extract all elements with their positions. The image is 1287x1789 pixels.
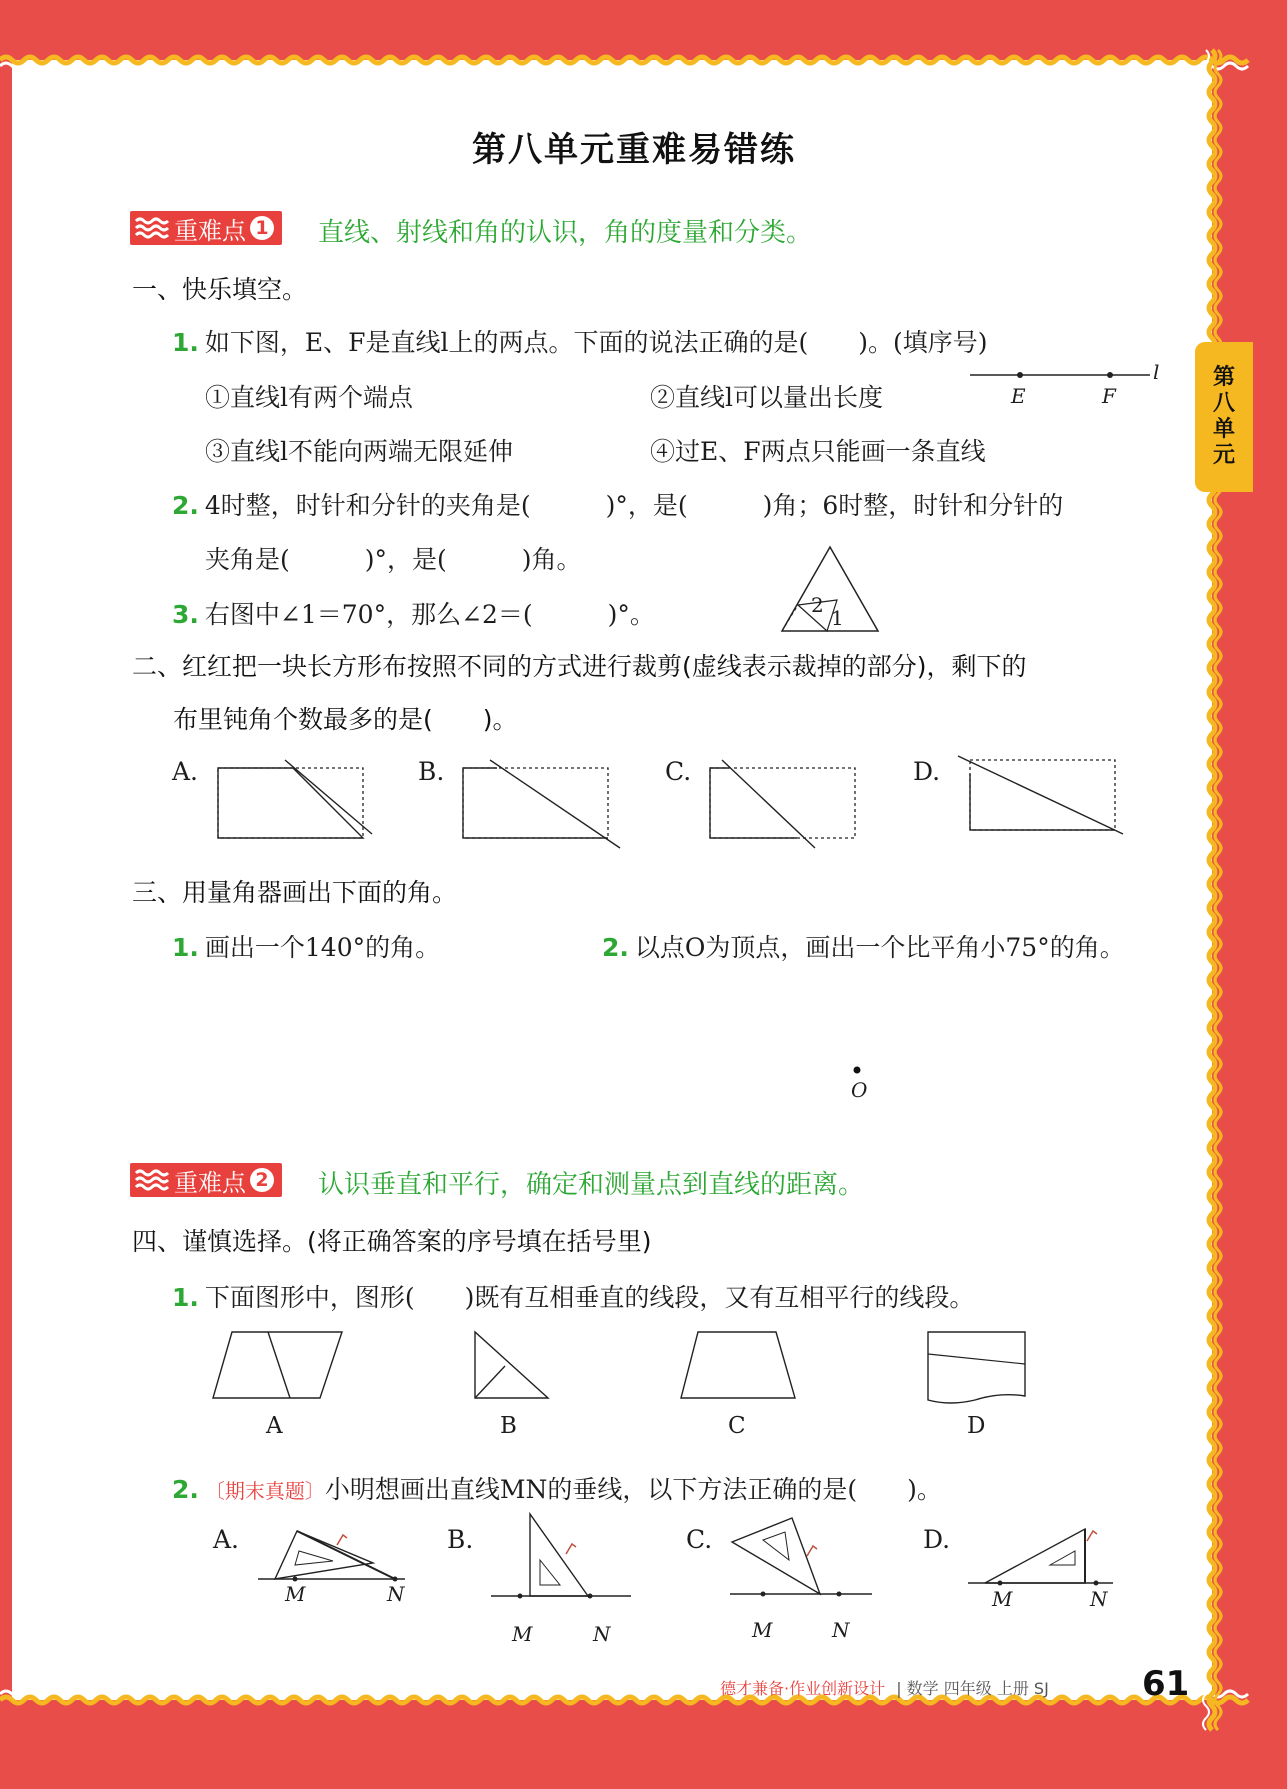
footer [720, 1676, 1049, 1699]
cut-figure-a [215, 752, 375, 842]
question-text: 小明想画出直线MN的垂线，以下方法正确的是( )。 [324, 1475, 942, 1504]
point-n-label: N [832, 1618, 850, 1642]
wavy-border-line [1203, 50, 1209, 1730]
question-text: 4时整，时针和分针的夹角是( )°，是( )角；6时整，时针和分针的 [204, 491, 1064, 520]
key-point-number: 2 [250, 1168, 274, 1192]
question-number: 2. [172, 491, 199, 520]
point-m-label: M [992, 1587, 1013, 1611]
shape-b-triangle [472, 1330, 552, 1402]
question-4-2 [172, 1470, 942, 1506]
set-square-figure-d [965, 1515, 1125, 1595]
cut-option-d-label: D. [913, 757, 941, 786]
side-tab-char: 元 [1212, 443, 1235, 468]
option-4: ④过E、F两点只能画一条直线 [650, 437, 986, 466]
wavy-border-line [1215, 50, 1221, 1730]
question-4-1 [172, 1278, 974, 1314]
question-1-1 [172, 323, 988, 359]
question-1-2 [172, 486, 1063, 522]
question-number: 1. [172, 933, 199, 962]
cut-figure-b [460, 752, 630, 852]
question-1-3 [172, 595, 655, 631]
option-3: ③直线l不能向两端无限延伸 [205, 437, 513, 466]
shape-d-rectangle [925, 1330, 1030, 1406]
point-f-label: F [1102, 384, 1116, 408]
question-text: 画出一个140°的角。 [204, 933, 441, 962]
side-tab-char: 八 [1212, 391, 1235, 416]
key-point-label: 重难点 [174, 1168, 246, 1197]
unit-side-tab [1195, 342, 1253, 492]
question-number: 1. [172, 328, 199, 357]
footer-brand: 德才兼备·作业创新设计 [720, 1679, 886, 1698]
waves-icon [134, 215, 168, 241]
side-tab-char: 单 [1212, 417, 1235, 442]
question-3-1 [172, 928, 440, 964]
section-2-line1: 二、红红把一块长方形布按照不同的方式进行裁剪(虚线表示裁掉的部分)，剩下的 [132, 652, 1027, 681]
cut-option-a-label: A. [172, 757, 199, 786]
question-text: 以点O为顶点，画出一个比平角小75°的角。 [634, 933, 1125, 962]
section-heading: 四、谨慎选择。(将正确答案的序号填在括号里) [132, 1227, 652, 1256]
option-c-label: C. [686, 1525, 713, 1554]
question-1-2-cont: 夹角是( )°，是( )角。 [205, 545, 582, 574]
page-title: 第八单元重难易错练 [472, 130, 796, 170]
set-square-figure-b [488, 1510, 638, 1610]
angle-2-label: 2 [811, 593, 824, 617]
page-number: 61 [1142, 1664, 1190, 1704]
point-n-label: N [1090, 1587, 1108, 1611]
cut-figure-c [707, 752, 867, 852]
question-text: 右图中∠1＝70°，那么∠2＝( )°。 [204, 600, 655, 629]
footer-divider: | [896, 1679, 902, 1698]
key-point-text: 认识垂直和平行，确定和测量点到直线的距离。 [318, 1170, 865, 1200]
question-number: 2. [172, 1475, 199, 1504]
question-text: 如下图，E、F是直线l上的两点。下面的说法正确的是( )。(填序号) [204, 328, 988, 357]
exam-tag: 〔期末真题〕 [204, 1479, 325, 1503]
cut-option-c-label: C. [665, 757, 692, 786]
option-1: ①直线l有两个端点 [205, 383, 413, 412]
key-point-badge [130, 1163, 282, 1197]
point-m-label: M [285, 1582, 306, 1606]
option-a-label: A. [213, 1525, 240, 1554]
point-o [852, 1065, 862, 1075]
option-b-label: B. [447, 1525, 474, 1554]
question-number: 2. [602, 933, 629, 962]
waves-icon [134, 1167, 168, 1193]
key-point-number: 1 [250, 216, 274, 240]
question-text: 下面图形中，图形( )既有互相垂直的线段，又有互相平行的线段。 [204, 1283, 975, 1312]
point-o-label: O [851, 1078, 868, 1102]
shape-c-label: C [728, 1413, 746, 1439]
question-number: 3. [172, 600, 199, 629]
key-point-label: 重难点 [174, 216, 246, 245]
cut-option-b-label: B. [418, 757, 445, 786]
set-square-figure-c [727, 1510, 877, 1610]
angle-1-label: 1 [831, 606, 844, 630]
section-2-line2: 布里钝角个数最多的是( )。 [173, 705, 518, 734]
line-l-label: l [1153, 360, 1160, 384]
key-point-text: 直线、射线和角的认识，角的度量和分类。 [318, 218, 813, 248]
key-point-1 [130, 211, 282, 245]
shape-a-label: A [266, 1413, 283, 1439]
wavy-border-line [1209, 50, 1215, 1730]
shape-d-label: D [967, 1413, 986, 1439]
key-point-2 [130, 1163, 282, 1197]
section-heading: 一、快乐填空。 [132, 275, 308, 304]
point-m-label: M [512, 1622, 533, 1646]
key-point-badge [130, 211, 282, 245]
question-3-2 [602, 928, 1125, 964]
line-l-figure [965, 365, 1165, 415]
point-m-label: M [752, 1618, 773, 1642]
triangle-angle-figure [775, 545, 885, 635]
point-n-label: N [593, 1622, 611, 1646]
question-number: 1. [172, 1283, 199, 1312]
footer-meta: 数学 四年级 上册 SJ [906, 1679, 1049, 1698]
shape-c-trapezoid [678, 1330, 798, 1402]
shape-b-label: B [500, 1413, 517, 1439]
side-tab-char: 第 [1212, 365, 1235, 390]
point-n-label: N [387, 1582, 405, 1606]
option-2: ②直线l可以量出长度 [650, 383, 883, 412]
shape-a-parallelogram [210, 1330, 345, 1402]
option-d-label: D. [923, 1525, 951, 1554]
section-heading: 三、用量角器画出下面的角。 [132, 878, 458, 907]
point-e-label: E [1011, 384, 1026, 408]
cut-figure-d [955, 752, 1135, 842]
